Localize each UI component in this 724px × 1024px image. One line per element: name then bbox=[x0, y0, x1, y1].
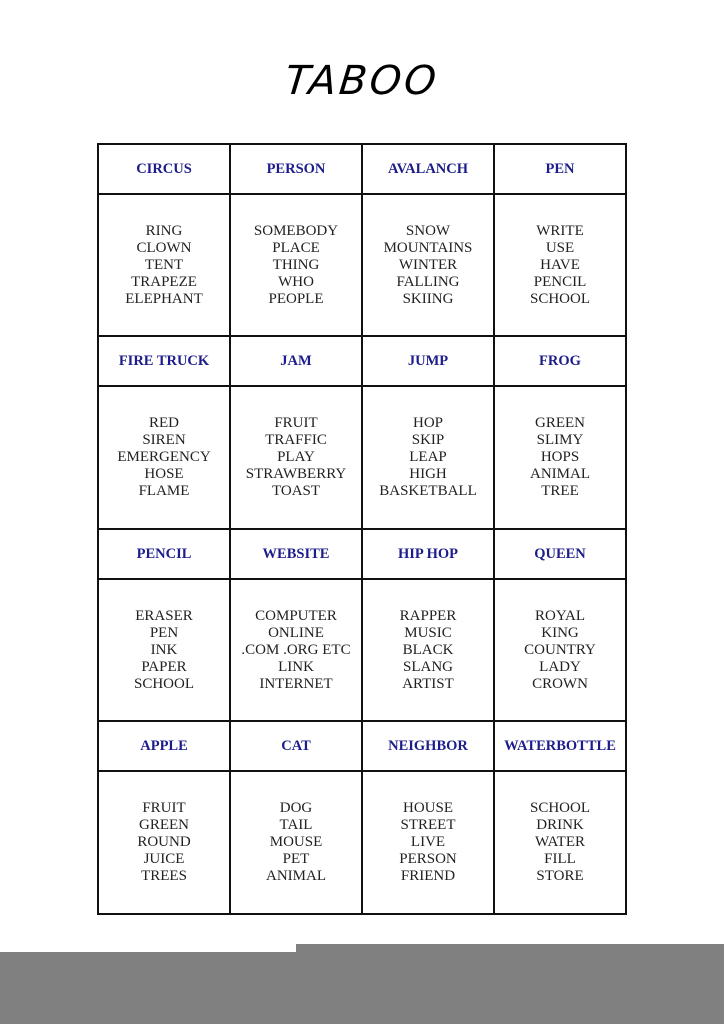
taboo-word: INK bbox=[150, 641, 178, 658]
taboo-word: STREET bbox=[400, 817, 456, 834]
taboo-word-list bbox=[363, 223, 493, 308]
card-taboo-cell bbox=[362, 386, 494, 529]
taboo-word-list bbox=[231, 223, 361, 308]
card-guess-word: CIRCUS bbox=[136, 160, 192, 177]
taboo-word: WATER bbox=[535, 834, 585, 851]
taboo-card-grid bbox=[97, 143, 627, 915]
taboo-word: ROYAL bbox=[534, 607, 585, 624]
taboo-word: MOUSE bbox=[269, 834, 323, 851]
taboo-word: RING bbox=[145, 222, 183, 239]
card-header-cell bbox=[494, 529, 626, 579]
footer-band-left bbox=[0, 952, 296, 1024]
card-guess-word: APPLE bbox=[140, 738, 188, 755]
card-taboo-cell bbox=[494, 771, 626, 914]
taboo-word: HAVE bbox=[540, 256, 580, 273]
taboo-word-list bbox=[363, 608, 493, 693]
taboo-word: ONLINE bbox=[268, 624, 324, 641]
taboo-word: HOUSE bbox=[402, 800, 453, 817]
card-header-cell bbox=[362, 336, 494, 386]
card-guess-word: CAT bbox=[281, 738, 311, 755]
taboo-word-list bbox=[495, 415, 625, 500]
taboo-word-list bbox=[99, 415, 229, 500]
taboo-word: FALLING bbox=[396, 273, 460, 290]
card-body-row bbox=[98, 386, 626, 529]
taboo-word: FRUIT bbox=[274, 415, 318, 432]
card-taboo-cell bbox=[98, 579, 230, 722]
card-body-row bbox=[98, 194, 626, 337]
card-taboo-cell bbox=[494, 386, 626, 529]
taboo-word: PERSON bbox=[399, 851, 457, 868]
taboo-word: LINK bbox=[278, 658, 314, 675]
taboo-word: SKIP bbox=[411, 432, 445, 449]
taboo-word: PENCIL bbox=[533, 273, 587, 290]
taboo-word: SNOW bbox=[405, 222, 451, 239]
card-header-cell bbox=[230, 721, 362, 771]
taboo-word: GREEN bbox=[535, 415, 585, 432]
taboo-word: SOMEBODY bbox=[253, 222, 339, 239]
card-taboo-cell bbox=[362, 194, 494, 337]
taboo-word: JUICE bbox=[143, 851, 185, 868]
card-taboo-cell bbox=[98, 194, 230, 337]
card-header-cell bbox=[98, 529, 230, 579]
taboo-word: SLIMY bbox=[536, 432, 584, 449]
taboo-word: BASKETBALL bbox=[379, 483, 477, 500]
taboo-word: HOSE bbox=[144, 466, 184, 483]
card-body-row bbox=[98, 771, 626, 914]
taboo-word: DRINK bbox=[536, 817, 584, 834]
taboo-word: WINTER bbox=[398, 256, 458, 273]
card-taboo-cell bbox=[98, 771, 230, 914]
taboo-word: SKIING bbox=[402, 290, 454, 307]
taboo-word: PAPER bbox=[141, 658, 187, 675]
taboo-word: GREEN bbox=[139, 817, 189, 834]
taboo-word: TRAPEZE bbox=[131, 273, 197, 290]
card-header-row bbox=[98, 336, 626, 386]
taboo-word-list bbox=[99, 800, 229, 885]
card-header-cell bbox=[494, 721, 626, 771]
card-taboo-cell bbox=[494, 579, 626, 722]
taboo-word: TOAST bbox=[271, 483, 321, 500]
taboo-word-list bbox=[99, 608, 229, 693]
taboo-word: PLACE bbox=[272, 239, 320, 256]
taboo-word: MOUNTAINS bbox=[383, 239, 473, 256]
card-taboo-cell bbox=[230, 386, 362, 529]
taboo-word: STORE bbox=[536, 868, 584, 885]
taboo-word: SCHOOL bbox=[133, 675, 194, 692]
taboo-word: EMERGENCY bbox=[117, 449, 211, 466]
card-guess-word: FROG bbox=[539, 353, 581, 370]
card-header-cell bbox=[98, 721, 230, 771]
card-header-cell bbox=[230, 144, 362, 194]
taboo-word: ARTIST bbox=[402, 675, 454, 692]
taboo-word: LADY bbox=[539, 658, 581, 675]
card-guess-word: JAM bbox=[280, 353, 312, 370]
taboo-word: COMPUTER bbox=[255, 607, 337, 624]
card-header-row bbox=[98, 529, 626, 579]
taboo-word: MUSIC bbox=[404, 624, 452, 641]
taboo-word: BLACK bbox=[402, 641, 454, 658]
card-taboo-cell bbox=[230, 579, 362, 722]
card-header-cell bbox=[98, 336, 230, 386]
card-guess-word: PEN bbox=[545, 160, 575, 177]
card-header-cell bbox=[494, 336, 626, 386]
page-title: TABOO bbox=[282, 58, 442, 104]
taboo-word: COUNTRY bbox=[524, 641, 596, 658]
card-body-row bbox=[98, 579, 626, 722]
card-guess-word: NEIGHBOR bbox=[388, 738, 468, 755]
taboo-word: TREES bbox=[141, 868, 187, 885]
taboo-word: FLAME bbox=[138, 483, 190, 500]
card-guess-word: AVALANCH bbox=[387, 160, 469, 177]
taboo-word: ELEPHANT bbox=[125, 290, 203, 307]
card-taboo-cell bbox=[98, 386, 230, 529]
card-header-cell bbox=[230, 336, 362, 386]
taboo-word: ANIMAL bbox=[530, 466, 590, 483]
card-taboo-cell bbox=[230, 194, 362, 337]
taboo-word: RED bbox=[149, 415, 179, 432]
card-guess-word: FIRE TRUCK bbox=[118, 353, 210, 370]
card-taboo-cell bbox=[362, 579, 494, 722]
taboo-word: RAPPER bbox=[399, 607, 457, 624]
footer-band-right bbox=[296, 944, 724, 1024]
taboo-word: LIVE bbox=[410, 834, 446, 851]
card-guess-word: QUEEN bbox=[534, 545, 586, 562]
taboo-word: PEOPLE bbox=[268, 290, 324, 307]
card-taboo-cell bbox=[230, 771, 362, 914]
taboo-word: KING bbox=[541, 624, 579, 641]
card-guess-word: JUMP bbox=[407, 353, 449, 370]
taboo-word: SCHOOL bbox=[529, 290, 590, 307]
card-guess-word: PERSON bbox=[266, 160, 326, 177]
taboo-word: STRAWBERRY bbox=[245, 466, 347, 483]
taboo-word-list bbox=[495, 608, 625, 693]
taboo-word-list bbox=[231, 415, 361, 500]
taboo-word: CROWN bbox=[532, 675, 588, 692]
taboo-word-list bbox=[231, 800, 361, 885]
taboo-word: PEN bbox=[149, 624, 179, 641]
card-header-row bbox=[98, 144, 626, 194]
card-taboo-cell bbox=[362, 771, 494, 914]
card-header-cell bbox=[362, 144, 494, 194]
taboo-word: ROUND bbox=[137, 834, 191, 851]
taboo-word: SLANG bbox=[402, 658, 453, 675]
taboo-word: CLOWN bbox=[136, 239, 192, 256]
taboo-word: ANIMAL bbox=[266, 868, 326, 885]
taboo-word: HIGH bbox=[409, 466, 447, 483]
taboo-word: FRIEND bbox=[400, 868, 456, 885]
taboo-word-list bbox=[495, 800, 625, 885]
taboo-word: PLAY bbox=[277, 449, 315, 466]
taboo-word: SCHOOL bbox=[529, 800, 590, 817]
taboo-word: THING bbox=[272, 256, 320, 273]
card-guess-word: HIP HOP bbox=[397, 545, 459, 562]
taboo-word: TRAFFIC bbox=[265, 432, 327, 449]
taboo-word: DOG bbox=[279, 800, 313, 817]
taboo-word: .COM .ORG ETC bbox=[241, 641, 351, 658]
taboo-word: USE bbox=[545, 239, 575, 256]
card-header-cell bbox=[230, 529, 362, 579]
card-guess-word: WEBSITE bbox=[262, 545, 330, 562]
taboo-word: LEAP bbox=[409, 449, 447, 466]
taboo-word-list bbox=[363, 415, 493, 500]
taboo-word-list bbox=[99, 223, 229, 308]
taboo-word: TENT bbox=[144, 256, 184, 273]
card-header-cell bbox=[362, 721, 494, 771]
card-header-cell bbox=[98, 144, 230, 194]
taboo-word: FRUIT bbox=[142, 800, 186, 817]
card-taboo-cell bbox=[494, 194, 626, 337]
taboo-word: WHO bbox=[278, 273, 314, 290]
taboo-word: TAIL bbox=[279, 817, 313, 834]
taboo-word: WRITE bbox=[536, 222, 584, 239]
taboo-word: PET bbox=[282, 851, 310, 868]
card-header-cell bbox=[362, 529, 494, 579]
card-guess-word: WATERBOTTLE bbox=[504, 738, 616, 755]
taboo-word-list bbox=[363, 800, 493, 885]
taboo-word: HOPS bbox=[540, 449, 580, 466]
taboo-word-list bbox=[231, 608, 361, 693]
taboo-word: TREE bbox=[541, 483, 579, 500]
taboo-word-list bbox=[495, 223, 625, 308]
taboo-word: FILL bbox=[544, 851, 576, 868]
card-header-cell bbox=[494, 144, 626, 194]
card-guess-word: PENCIL bbox=[136, 545, 192, 562]
taboo-word: HOP bbox=[412, 415, 443, 432]
taboo-word: ERASER bbox=[135, 607, 193, 624]
taboo-word: SIREN bbox=[142, 432, 186, 449]
taboo-word: INTERNET bbox=[259, 675, 333, 692]
card-header-row bbox=[98, 721, 626, 771]
